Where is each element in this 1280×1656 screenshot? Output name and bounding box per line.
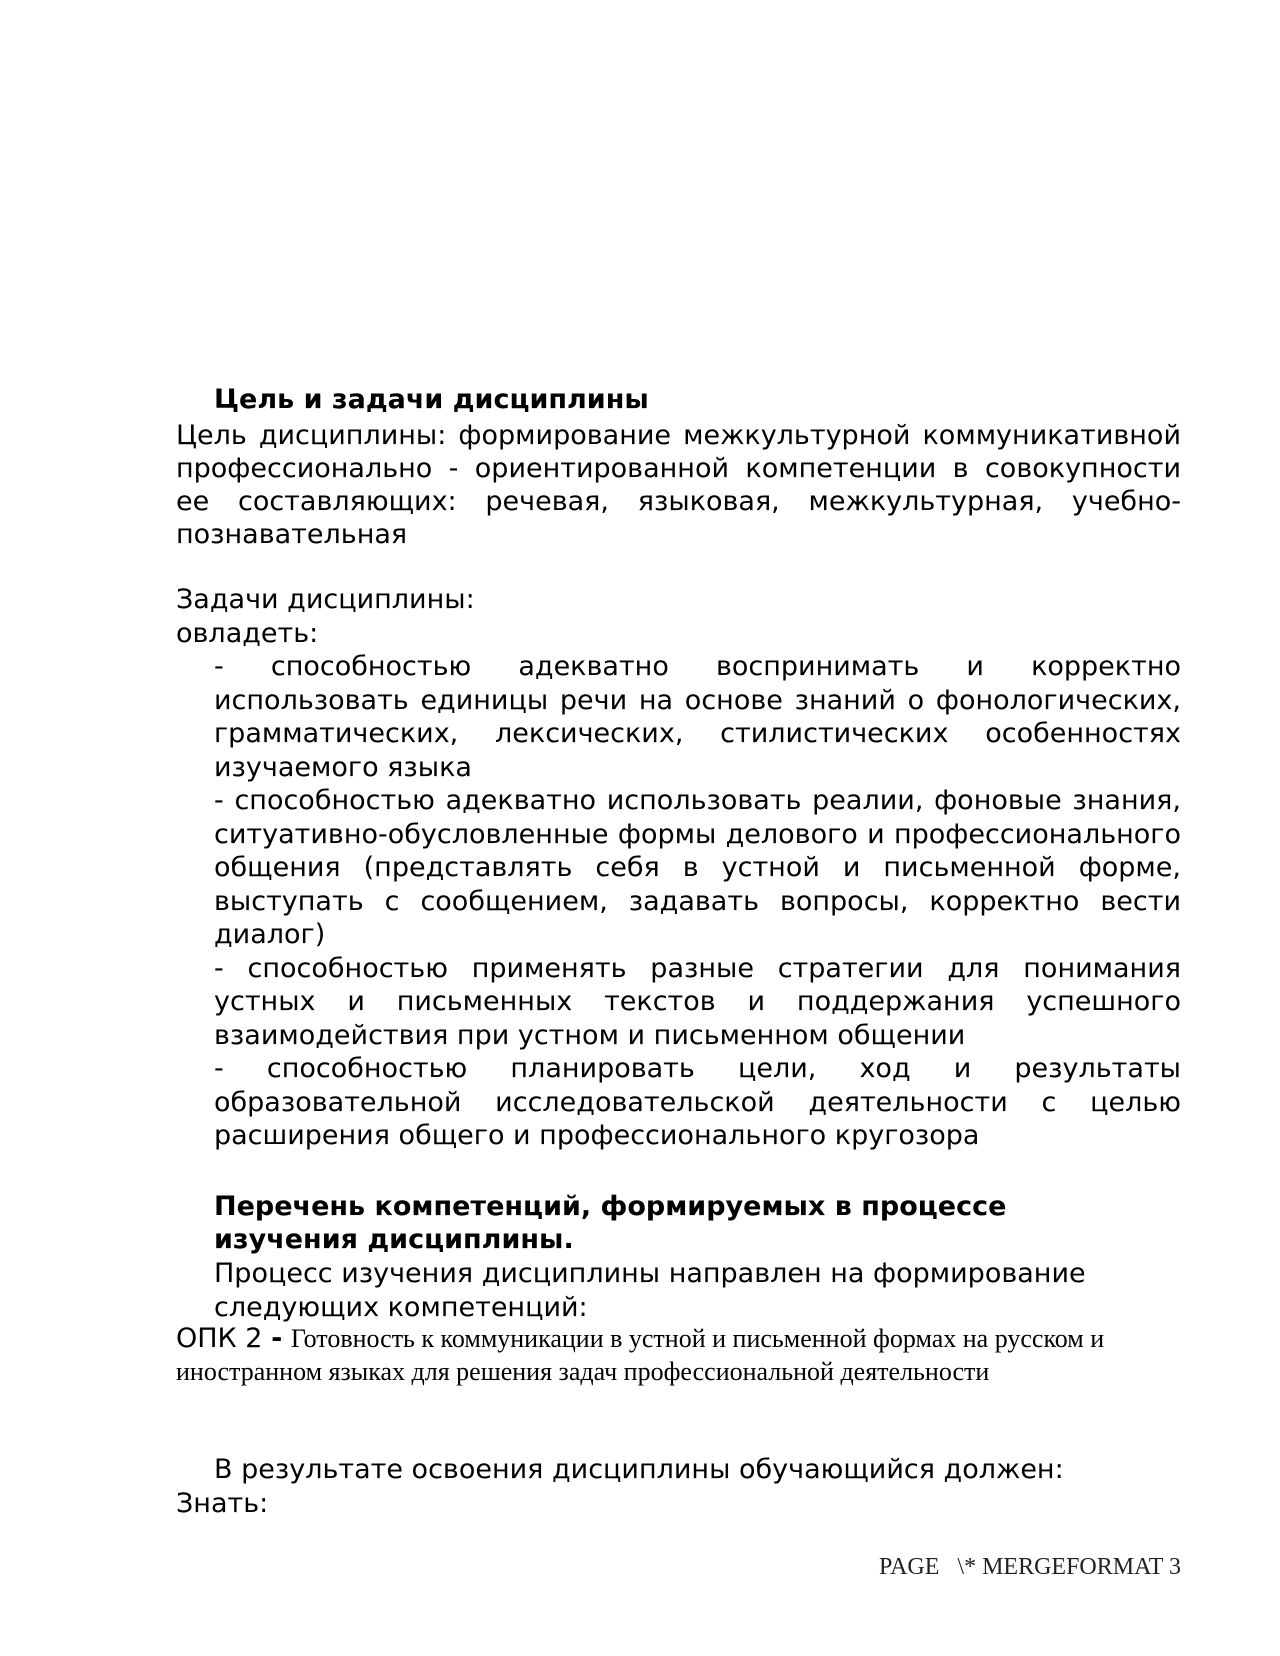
competency-description: Готовность к коммуникации в устной и письменной формах на русском и иностранном языках для решения задач профессиональной деятельности xyxy=(176,1324,1105,1386)
goal-paragraph: Цель дисциплины: формирование межкультурной коммуникативной профессионально - ориентированной компетенции в совокупности ее составляющих: речевая, языковая, межкультурная, учебно-познавательная xyxy=(176,420,1181,550)
competency-opk2 xyxy=(176,1322,1116,1388)
task-item: - способностью адекватно воспринимать и корректно использовать единицы речи на основе знаний о фонологических, грамматических, лексических, стилистических особенностях изучаемого языка xyxy=(214,651,1181,783)
process-paragraph: Процесс изучения дисциплины направлен на формирование следующих компетенций: xyxy=(214,1258,1086,1323)
task-list xyxy=(214,650,1181,1153)
task-item: - способностью применять разные стратегии для понимания устных и письменных текстов и поддержания успешного взаимодействия при устном и письменном общении xyxy=(214,952,1181,1051)
task-item: - способностью планировать цели, ход и результаты образовательной исследовательской деятельности с целью расширения общего и профессионального кругозора xyxy=(214,1053,1181,1151)
tasks-intro: овладеть: xyxy=(176,618,319,649)
page-number-field: PAGE \* MERGEFORMAT 3 xyxy=(878,1554,1181,1580)
document-page xyxy=(176,0,1181,1656)
competencies-heading: Перечень компетенций, формируемых в процессе изучения дисциплины. xyxy=(214,1191,1007,1255)
result-paragraph: В результате освоения дисциплины обучающийся должен: xyxy=(214,1454,1064,1485)
tasks-label: Задачи дисциплины: xyxy=(176,584,475,615)
task-item: - способностью адекватно использовать реалии, фоновые знания, ситуативно-обусловленные формы делового и профессионального общения (представлять себя в устной и письменной форме, выступать с сообщением, задавать вопросы, корректно вести диалог) xyxy=(214,785,1181,950)
competency-code: ОПК 2 xyxy=(176,1323,263,1354)
section-heading-goal: Цель и задачи дисциплины xyxy=(214,384,649,415)
competency-dash: - xyxy=(271,1323,283,1354)
know-label: Знать: xyxy=(176,1488,269,1519)
